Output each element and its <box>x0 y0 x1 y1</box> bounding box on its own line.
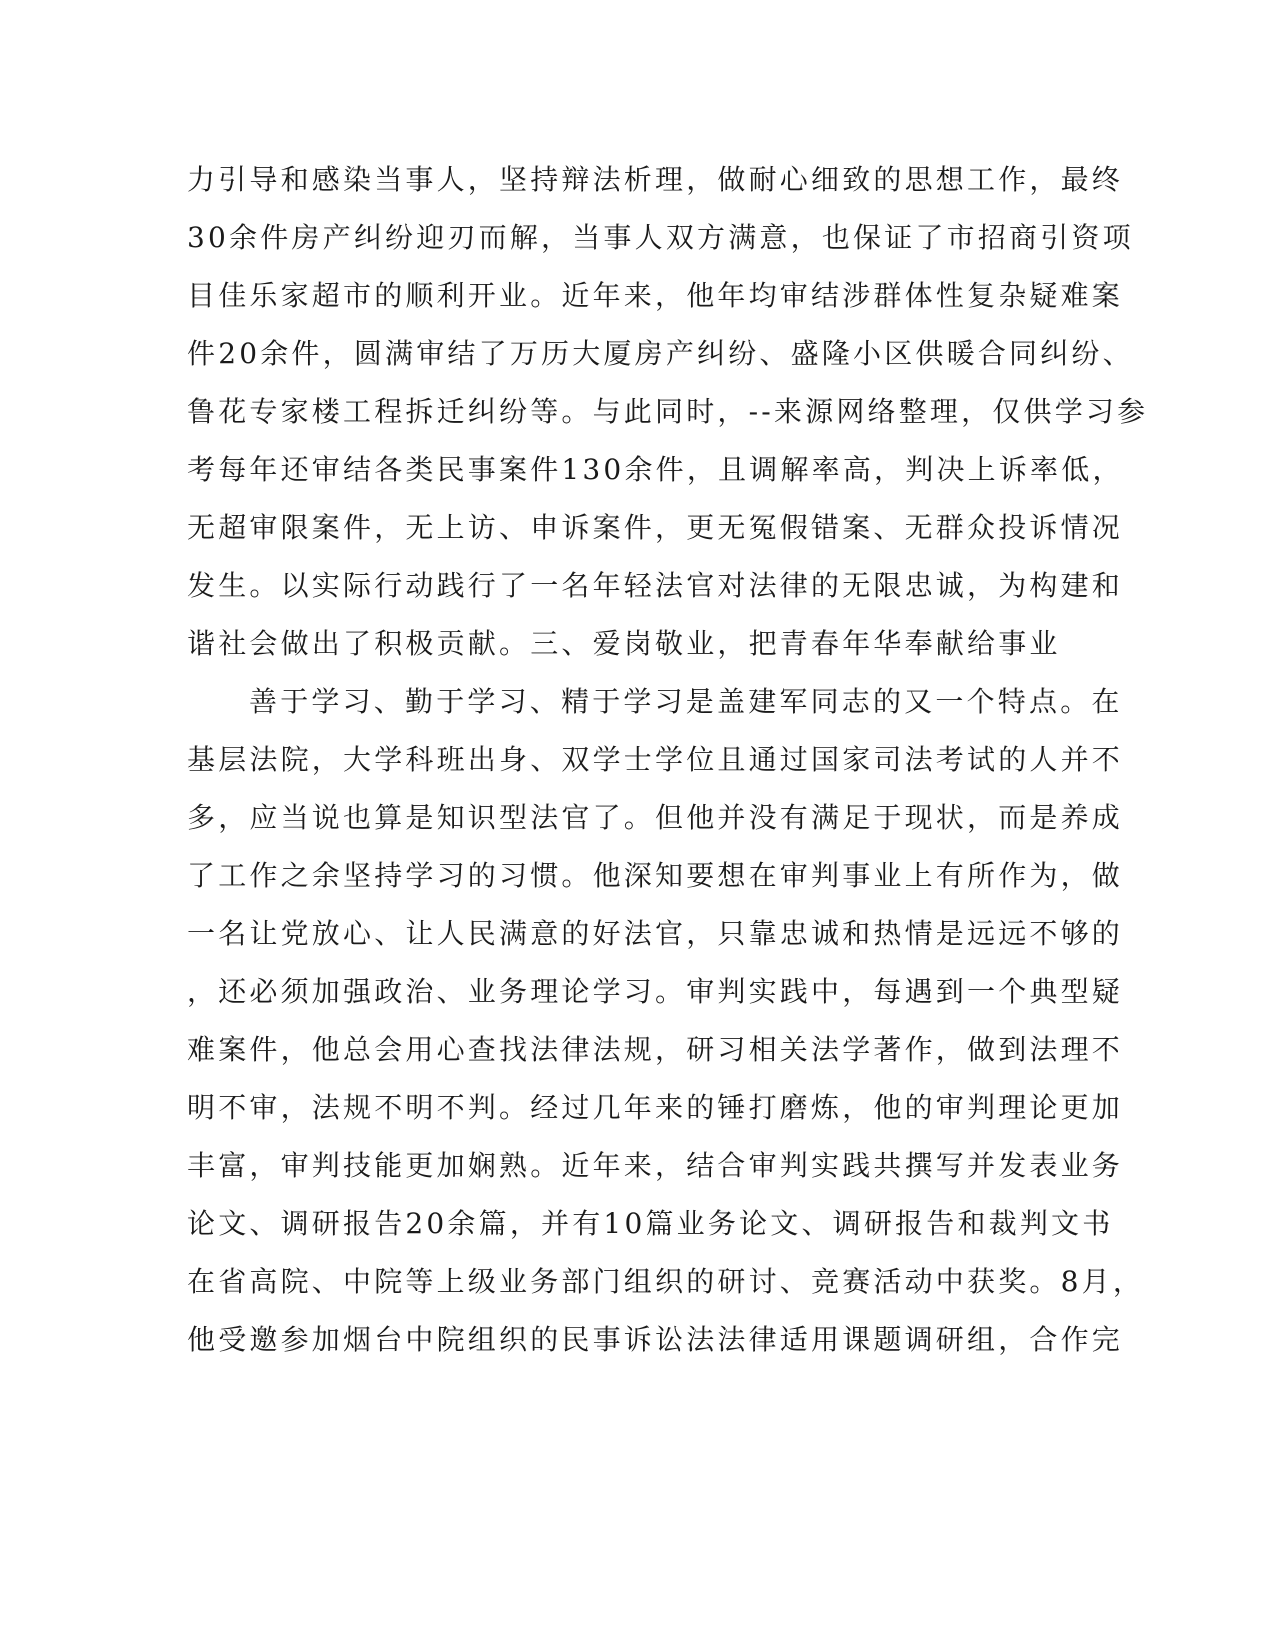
text-line: 件20余件，圆满审结了万历大厦房产纠纷、盛隆小区供暖合同纠纷、 <box>187 337 1134 370</box>
text-line: 谐社会做出了积极贡献。三、爱岗敬业，把青春年华奉献给事业 <box>187 627 1061 660</box>
text-line: 他受邀参加烟台中院组织的民事诉讼法法律适用课题调研组，合作完 <box>187 1323 1124 1356</box>
text-line: 了工作之余坚持学习的习惯。他深知要想在审判事业上有所作为，做 <box>187 859 1124 892</box>
text-line: 多，应当说也算是知识型法官了。但他并没有满足于现状，而是养成 <box>187 801 1124 834</box>
text-line: 鲁花专家楼工程拆迁纠纷等。与此同时，--来源网络整理，仅供学习参 <box>187 395 1149 428</box>
text-line: 基层法院，大学科班出身、双学士学位且通过国家司法考试的人并不 <box>187 743 1124 776</box>
text-line: 丰富，审判技能更加娴熟。近年来，结合审判实践共撰写并发表业务 <box>187 1149 1124 1182</box>
text-line: 发生。以实际行动践行了一名年轻法官对法律的无限忠诚，为构建和 <box>187 569 1124 602</box>
text-line: 难案件，他总会用心查找法律法规，研习相关法学著作，做到法理不 <box>187 1033 1124 1066</box>
text-line: 论文、调研报告20余篇，并有10篇业务论文、调研报告和裁判文书 <box>187 1207 1114 1240</box>
paragraph-start-line: 善于学习、勤于学习、精于学习是盖建军同志的又一个特点。在 <box>249 685 1123 718</box>
text-line: ，还必须加强政治、业务理论学习。审判实践中，每遇到一个典型疑 <box>187 975 1124 1008</box>
text-line: 在省高院、中院等上级业务部门组织的研讨、竞赛活动中获奖。8月， <box>187 1265 1145 1298</box>
text-line: 一名让党放心、让人民满意的好法官，只靠忠诚和热情是远远不够的 <box>187 917 1124 950</box>
text-line: 考每年还审结各类民事案件130余件，且调解率高，判决上诉率低， <box>187 453 1124 486</box>
text-line: 30余件房产纠纷迎刃而解，当事人双方满意，也保证了市招商引资项 <box>187 221 1134 254</box>
text-line: 明不审，法规不明不判。经过几年来的锤打磨炼，他的审判理论更加 <box>187 1091 1124 1124</box>
text-line: 力引导和感染当事人，坚持辩法析理，做耐心细致的思想工作，最终 <box>187 163 1124 196</box>
text-line: 目佳乐家超市的顺利开业。近年来，他年均审结涉群体性复杂疑难案 <box>187 279 1124 312</box>
text-line: 无超审限案件，无上访、申诉案件，更无冤假错案、无群众投诉情况 <box>187 511 1124 544</box>
